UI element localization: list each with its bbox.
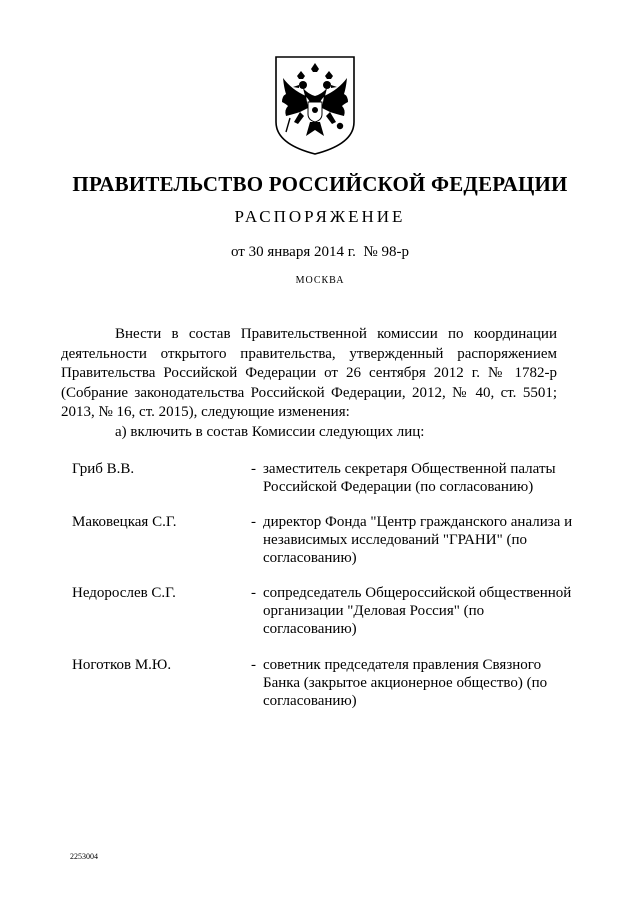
government-title: ПРАВИТЕЛЬСТВО РОССИЙСКОЙ ФЕДЕРАЦИИ bbox=[72, 172, 568, 196]
document-type: РАСПОРЯЖЕНИЕ bbox=[234, 207, 406, 226]
member-name: Маковецкая С.Г. bbox=[72, 514, 177, 530]
member-role: директор Фонда "Центр гражданского анализа и независимых исследований "ГРАНИ" (по согласованию) bbox=[263, 514, 573, 566]
member-role: сопредседатель Общероссийской общественной организации "Деловая Россия" (по согласованию) bbox=[263, 585, 572, 637]
member-dash: - bbox=[251, 514, 256, 530]
member-name: Гриб В.В. bbox=[72, 461, 135, 477]
intro-paragraph: Внести в состав Правительственной комиссии по координации деятельности открытого правительства, утвержденный распоряжением Правительства Российской Федерации от 26 сентября 2012 г. № 1782-р (Собрание законодательства Российской Федерации, 2012, № 40, ст. 5501; 2013, № 16, ст. 2015), следующие изменения: bbox=[61, 326, 557, 420]
member-name: Ноготков М.Ю. bbox=[72, 657, 172, 673]
document-city: МОСКВА bbox=[295, 275, 345, 286]
member-dash: - bbox=[251, 657, 256, 673]
order-body bbox=[61, 325, 557, 442]
document-date-number: от 30 января 2014 г. № 98-р bbox=[231, 244, 409, 260]
coat-of-arms-icon bbox=[270, 52, 360, 158]
member-dash: - bbox=[251, 585, 256, 601]
document-code: 2253004 bbox=[70, 852, 98, 861]
member-name: Недорослев С.Г. bbox=[72, 585, 176, 601]
member-role: заместитель секретаря Общественной палаты Российской Федерации (по согласованию) bbox=[263, 461, 556, 495]
item-a: а) включить в состав Комиссии следующих лиц: bbox=[115, 423, 425, 440]
member-dash: - bbox=[251, 461, 256, 477]
member-role: советник председателя правления Связного Банка (закрытое акционерное общество) (по согласованию) bbox=[263, 657, 548, 709]
